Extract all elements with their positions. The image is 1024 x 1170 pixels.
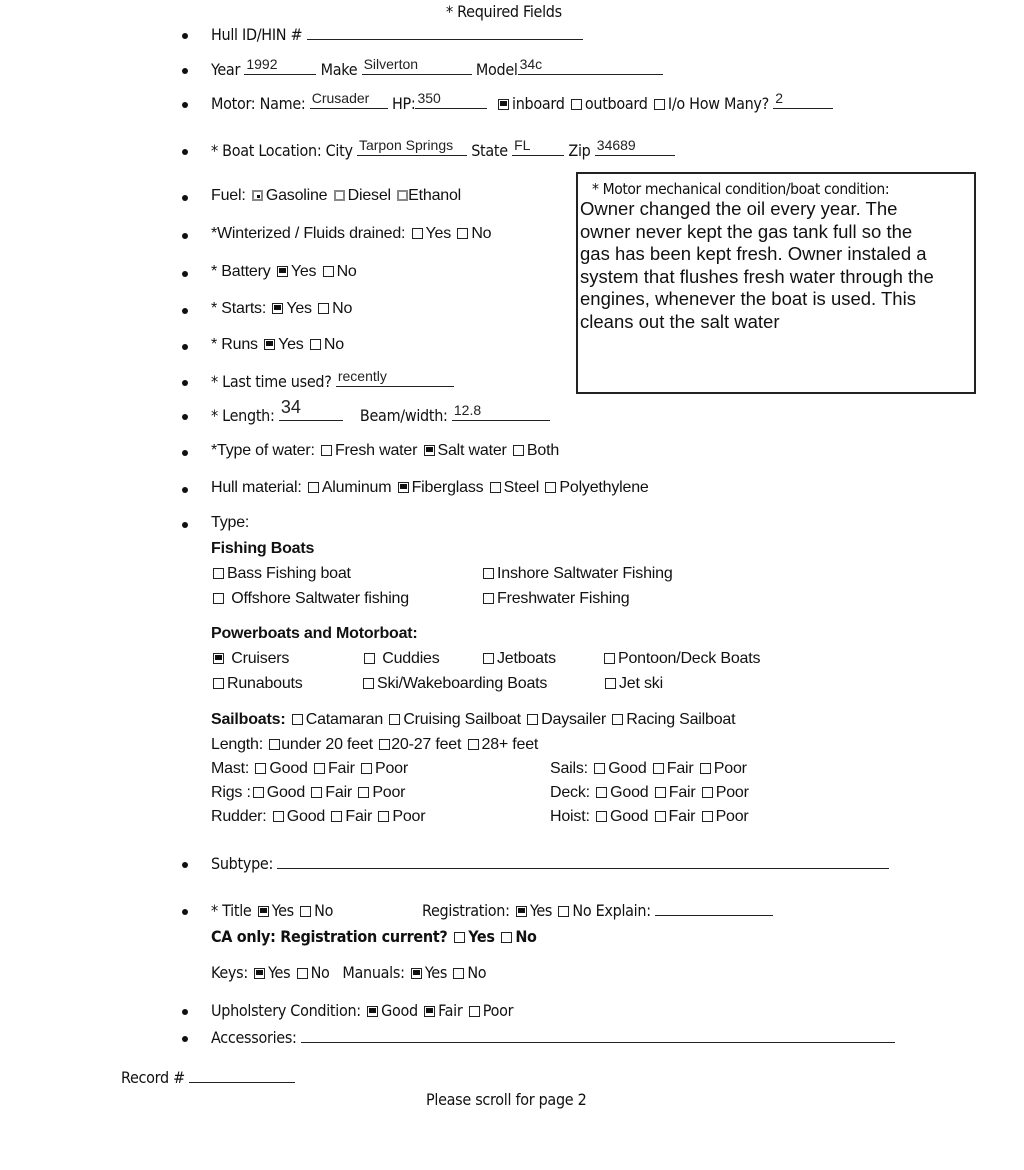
water-type-label: *Type of water: [211, 442, 315, 459]
steel-checkbox[interactable] [490, 482, 501, 493]
yes-label: Yes [271, 901, 294, 920]
inshore-option [481, 565, 673, 583]
bullet [182, 1009, 188, 1015]
polyethylene-checkbox[interactable] [545, 482, 556, 493]
outboard-checkbox[interactable] [571, 99, 582, 110]
io-label: I/o [667, 94, 685, 113]
title-no-checkbox[interactable] [300, 906, 311, 917]
bullet [182, 344, 188, 350]
condition-text [580, 198, 972, 333]
rigs-good-checkbox[interactable] [253, 787, 264, 798]
explain-field[interactable] [655, 901, 773, 916]
record-field[interactable] [189, 1068, 295, 1083]
yes-label: Yes [268, 963, 291, 982]
jetboats-checkbox[interactable] [483, 653, 494, 664]
option-label: Cruisers [231, 650, 290, 667]
no-label: No [310, 963, 330, 982]
ethanol-label: Ethanol [408, 187, 462, 204]
accessories-row [211, 1028, 895, 1047]
inboard-checkbox[interactable] [498, 99, 509, 110]
year-make-model-row [211, 56, 663, 79]
model-field[interactable]: 34c [518, 60, 663, 75]
outboard-label: outboard [584, 94, 648, 113]
good-label: Good [266, 784, 306, 801]
fresh-water-label: Fresh water [334, 442, 418, 459]
bullet [182, 33, 188, 39]
battery-row [211, 263, 357, 281]
bullet [182, 1036, 188, 1042]
rigs-fair-checkbox[interactable] [311, 787, 322, 798]
gasoline-checkbox[interactable] [252, 190, 263, 201]
upholstery-good-checkbox[interactable] [367, 1006, 378, 1017]
hoist-fair-checkbox[interactable] [655, 811, 666, 822]
deck-fair-checkbox[interactable] [655, 787, 666, 798]
length-row [211, 397, 550, 425]
hoist-label: Hoist: [550, 808, 590, 825]
scroll-note: Please scroll for page 2 [426, 1090, 587, 1109]
freshwater-option [481, 590, 629, 608]
accessories-field[interactable] [301, 1028, 895, 1043]
sails-label: Sails: [550, 760, 588, 777]
option-label: Cuddies [382, 650, 440, 667]
option-label: Freshwater Fishing [497, 590, 630, 607]
deck-good-checkbox[interactable] [596, 787, 607, 798]
option-label: Catamaran [305, 711, 384, 728]
how-many-field[interactable]: 2 [773, 94, 833, 109]
poor-label: Poor [715, 808, 749, 825]
water-type-row [211, 442, 559, 460]
model-label: Model [475, 60, 518, 79]
keys-no-checkbox[interactable] [297, 968, 308, 979]
keys-label: Keys: [211, 963, 248, 982]
option-label: under 20 feet [281, 736, 373, 753]
sail-length-label: Length: [211, 736, 263, 753]
starts-row [211, 300, 352, 318]
sails-row [550, 760, 747, 778]
both-water-label: Both [526, 442, 560, 459]
winterized-no-checkbox[interactable] [457, 228, 468, 239]
subtype-field[interactable] [277, 854, 889, 869]
rigs-row [211, 784, 405, 802]
condition-line: engines, whenever the boat is used. This [580, 288, 916, 309]
fair-label: Fair [668, 784, 696, 801]
daysailer-checkbox[interactable] [527, 714, 538, 725]
fair-label: Fair [325, 784, 353, 801]
aluminum-checkbox[interactable] [308, 482, 319, 493]
steel-label: Steel [503, 479, 540, 496]
pontoon-checkbox[interactable] [604, 653, 615, 664]
freshwater-checkbox[interactable] [483, 593, 494, 604]
condition-line: Owner changed the oil every year. The [580, 198, 898, 219]
fair-label: Fair [666, 760, 694, 777]
beam-label: Beam/width: [359, 406, 448, 425]
fair-label: Fair [345, 808, 373, 825]
yes-label: Yes [468, 927, 495, 946]
poor-label: Poor [715, 784, 749, 801]
last-used-field[interactable]: recently [336, 372, 454, 387]
fresh-water-checkbox[interactable] [321, 445, 332, 456]
winterized-yes-checkbox[interactable] [412, 228, 423, 239]
last-used-row [211, 368, 454, 391]
record-row [121, 1068, 295, 1087]
rudder-good-checkbox[interactable] [273, 811, 284, 822]
title-row [211, 901, 333, 920]
mast-fair-checkbox[interactable] [314, 763, 325, 774]
keys-yes-checkbox[interactable] [254, 968, 265, 979]
bullet [182, 195, 188, 201]
good-label: Good [381, 1001, 418, 1020]
upholstery-row [211, 1001, 513, 1020]
option-label: Bass Fishing boat [227, 565, 351, 582]
hull-id-field[interactable] [307, 25, 583, 40]
bullet [182, 102, 188, 108]
title-label: * Title [211, 901, 252, 920]
no-label: No [336, 263, 357, 280]
battery-label: * Battery [211, 263, 271, 280]
no-label: No [471, 225, 492, 242]
no-label: No [323, 336, 344, 353]
motor-row [211, 90, 833, 113]
condition-textarea[interactable] [576, 172, 976, 394]
state-field[interactable]: FL [512, 141, 564, 156]
inboard-label: inboard [512, 94, 565, 113]
manuals-label: Manuals: [342, 963, 405, 982]
make-field[interactable]: Silverton [362, 60, 472, 75]
option-label: 20-27 feet [391, 736, 462, 753]
battery-no-checkbox[interactable] [323, 266, 334, 277]
ca-registration-row [211, 927, 537, 946]
offshore-option [211, 590, 409, 608]
rudder-label: Rudder: [211, 808, 267, 825]
yes-label: Yes [529, 901, 553, 920]
starts-yes-checkbox[interactable] [272, 303, 283, 314]
deck-poor-checkbox[interactable] [702, 787, 713, 798]
manuals-no-checkbox[interactable] [453, 968, 464, 979]
pontoon-option [602, 650, 760, 668]
year-label: Year [211, 60, 241, 79]
year-field[interactable]: 1992 [244, 60, 316, 75]
motor-name-label: Motor: Name: [211, 94, 306, 113]
bullet [182, 308, 188, 314]
city-label: * Boat Location: City [211, 141, 353, 160]
hp-label: HP: [392, 94, 416, 113]
option-label: Pontoon/Deck Boats [618, 650, 761, 667]
yes-label: Yes [278, 336, 304, 353]
state-label: State [471, 141, 508, 160]
good-label: Good [610, 784, 649, 801]
fair-label: Fair [327, 760, 355, 777]
condition-line: system that flushes fresh water through the [580, 265, 934, 287]
ski-wake-option [361, 675, 547, 693]
mast-poor-checkbox[interactable] [361, 763, 372, 774]
keys-manuals-row [211, 963, 486, 982]
catamaran-checkbox[interactable] [292, 714, 303, 725]
type-label: Type: [211, 514, 250, 531]
fair-label: Fair [438, 1001, 463, 1020]
28-plus-checkbox[interactable] [468, 739, 479, 750]
zip-field[interactable]: 34689 [595, 141, 675, 156]
jet-ski-checkbox[interactable] [605, 678, 616, 689]
hoist-poor-checkbox[interactable] [702, 811, 713, 822]
no-label: No [515, 927, 537, 946]
mast-label: Mast: [211, 760, 250, 777]
fuel-row [211, 187, 461, 205]
no-explain-label: No Explain: [572, 901, 651, 920]
fair-label: Fair [668, 808, 696, 825]
no-label: No [332, 300, 353, 317]
winterized-row [211, 225, 491, 243]
poor-label: Poor [392, 808, 426, 825]
good-label: Good [608, 760, 647, 777]
bullet [182, 487, 188, 493]
sailboats-heading: Sailboats: [211, 711, 286, 728]
fiberglass-label: Fiberglass [411, 479, 484, 496]
option-label: Jet ski [619, 675, 663, 692]
diesel-checkbox[interactable] [334, 190, 345, 201]
sailboats-row [211, 711, 735, 729]
bass-fishing-checkbox[interactable] [213, 568, 224, 579]
runs-row [211, 336, 344, 354]
ca-no-checkbox[interactable] [501, 932, 512, 943]
polyethylene-label: Polyethylene [559, 479, 649, 496]
accessories-label: Accessories: [211, 1028, 297, 1047]
runs-label: * Runs [211, 336, 258, 353]
cruisers-option [211, 650, 289, 668]
option-label: Offshore Saltwater fishing [231, 590, 409, 607]
beam-field[interactable]: 12.8 [452, 406, 550, 421]
option-label: Runabouts [227, 675, 303, 692]
how-many-label: How Many? [689, 94, 769, 113]
registration-yes-checkbox[interactable] [516, 906, 527, 917]
starts-no-checkbox[interactable] [318, 303, 329, 314]
deck-label: Deck: [550, 784, 590, 801]
rudder-fair-checkbox[interactable] [331, 811, 342, 822]
cuddies-checkbox[interactable] [364, 653, 375, 664]
both-water-checkbox[interactable] [513, 445, 524, 456]
ethanol-checkbox[interactable] [397, 190, 408, 201]
hoist-good-checkbox[interactable] [596, 811, 607, 822]
bullet [182, 149, 188, 155]
cruising-sailboat-checkbox[interactable] [389, 714, 400, 725]
battery-yes-checkbox[interactable] [277, 266, 288, 277]
sails-fair-checkbox[interactable] [653, 763, 664, 774]
bass-fishing-option [211, 565, 351, 583]
jetboats-option [481, 650, 556, 668]
last-used-label: * Last time used? [211, 372, 332, 391]
fuel-label: Fuel: [211, 187, 246, 204]
upholstery-fair-checkbox[interactable] [424, 1006, 435, 1017]
racing-sailboat-checkbox[interactable] [612, 714, 623, 725]
condition-title: * Motor mechanical condition/boat condition: [592, 180, 890, 198]
make-label: Make [320, 60, 358, 79]
fiberglass-checkbox[interactable] [398, 482, 409, 493]
subtype-row [211, 854, 889, 873]
rigs-label: Rigs : [211, 784, 251, 801]
bullet [182, 414, 188, 420]
yes-label: Yes [290, 263, 317, 280]
poor-label: Poor [713, 760, 747, 777]
manuals-yes-checkbox[interactable] [411, 968, 422, 979]
hp-field[interactable]: 350 [415, 94, 487, 109]
required-fields-note: * Required Fields [446, 2, 562, 21]
hoist-row [550, 808, 749, 826]
bullet [182, 233, 188, 239]
mast-row [211, 760, 408, 778]
subtype-label: Subtype: [211, 854, 274, 873]
option-label: Cruising Sailboat [403, 711, 521, 728]
runabouts-option [211, 675, 303, 693]
ca-yes-checkbox[interactable] [454, 932, 465, 943]
poor-label: Poor [374, 760, 408, 777]
condition-line: cleans out the salt water [580, 310, 780, 332]
good-label: Good [286, 808, 326, 825]
option-label: 28+ feet [481, 736, 539, 753]
sails-good-checkbox[interactable] [594, 763, 605, 774]
yes-label: Yes [424, 963, 448, 982]
bullet [182, 862, 188, 868]
powerboats-heading: Powerboats and Motorboat: [211, 625, 418, 642]
bullet [182, 68, 188, 74]
starts-label: * Starts: [211, 300, 267, 317]
option-label: Daysailer [541, 711, 607, 728]
hull-material-row [211, 479, 649, 497]
upholstery-poor-checkbox[interactable] [469, 1006, 480, 1017]
gasoline-label: Gasoline [265, 187, 328, 204]
runs-no-checkbox[interactable] [310, 339, 321, 350]
winterized-label: *Winterized / Fluids drained: [211, 225, 406, 242]
length-field[interactable]: 34 [279, 406, 343, 421]
poor-label: Poor [482, 1001, 514, 1020]
under-20-checkbox[interactable] [269, 739, 280, 750]
rudder-poor-checkbox[interactable] [378, 811, 389, 822]
no-label: No [314, 901, 334, 920]
jet-ski-option [603, 675, 663, 693]
cruisers-checkbox[interactable] [213, 653, 224, 664]
upholstery-label: Upholstery Condition: [211, 1001, 361, 1020]
registration-no-checkbox[interactable] [558, 906, 569, 917]
runabouts-checkbox[interactable] [213, 678, 224, 689]
inshore-checkbox[interactable] [483, 568, 494, 579]
yes-label: Yes [286, 300, 312, 317]
io-checkbox[interactable] [654, 99, 665, 110]
title-yes-checkbox[interactable] [258, 906, 269, 917]
ca-registration-label: CA only: Registration current? [211, 927, 448, 946]
cuddies-option [362, 650, 440, 668]
rudder-row [211, 808, 425, 826]
record-label: Record # [121, 1068, 185, 1087]
deck-row [550, 784, 749, 802]
offshore-checkbox[interactable] [213, 593, 224, 604]
location-row [211, 137, 675, 160]
20-27-checkbox[interactable] [379, 739, 390, 750]
yes-label: Yes [425, 225, 452, 242]
hull-material-label: Hull material: [211, 479, 302, 496]
runs-yes-checkbox[interactable] [264, 339, 275, 350]
hull-id-row [211, 25, 583, 44]
bullet [182, 522, 188, 528]
no-label: No [467, 963, 487, 982]
ski-wake-checkbox[interactable] [363, 678, 374, 689]
condition-line: gas has been kept fresh. Owner instaled a [580, 243, 927, 264]
registration-label: Registration: [422, 901, 510, 920]
motor-name-field[interactable]: Crusader [310, 94, 388, 109]
hull-id-label: Hull ID/HIN # [211, 25, 303, 44]
bullet [182, 909, 188, 915]
bullet [182, 271, 188, 277]
length-label: * Length: [211, 406, 275, 425]
city-field[interactable]: Tarpon Springs [357, 141, 467, 156]
poor-label: Poor [372, 784, 406, 801]
salt-water-checkbox[interactable] [424, 445, 435, 456]
option-label: Jetboats [497, 650, 556, 667]
aluminum-label: Aluminum [321, 479, 392, 496]
good-label: Good [609, 808, 649, 825]
fishing-boats-heading: Fishing Boats [211, 540, 315, 557]
registration-row [422, 901, 773, 920]
diesel-label: Diesel [347, 187, 391, 204]
good-label: Good [269, 760, 308, 777]
sails-poor-checkbox[interactable] [700, 763, 711, 774]
option-label: Racing Sailboat [626, 711, 736, 728]
sail-length-row [211, 736, 538, 754]
bullet [182, 450, 188, 456]
mast-good-checkbox[interactable] [255, 763, 266, 774]
rigs-poor-checkbox[interactable] [358, 787, 369, 798]
zip-label: Zip [568, 141, 591, 160]
salt-water-label: Salt water [437, 442, 507, 459]
condition-line: owner never kept the gas tank full so the [580, 220, 913, 242]
bullet [182, 380, 188, 386]
option-label: Ski/Wakeboarding Boats [377, 675, 548, 692]
option-label: Inshore Saltwater Fishing [497, 565, 673, 582]
